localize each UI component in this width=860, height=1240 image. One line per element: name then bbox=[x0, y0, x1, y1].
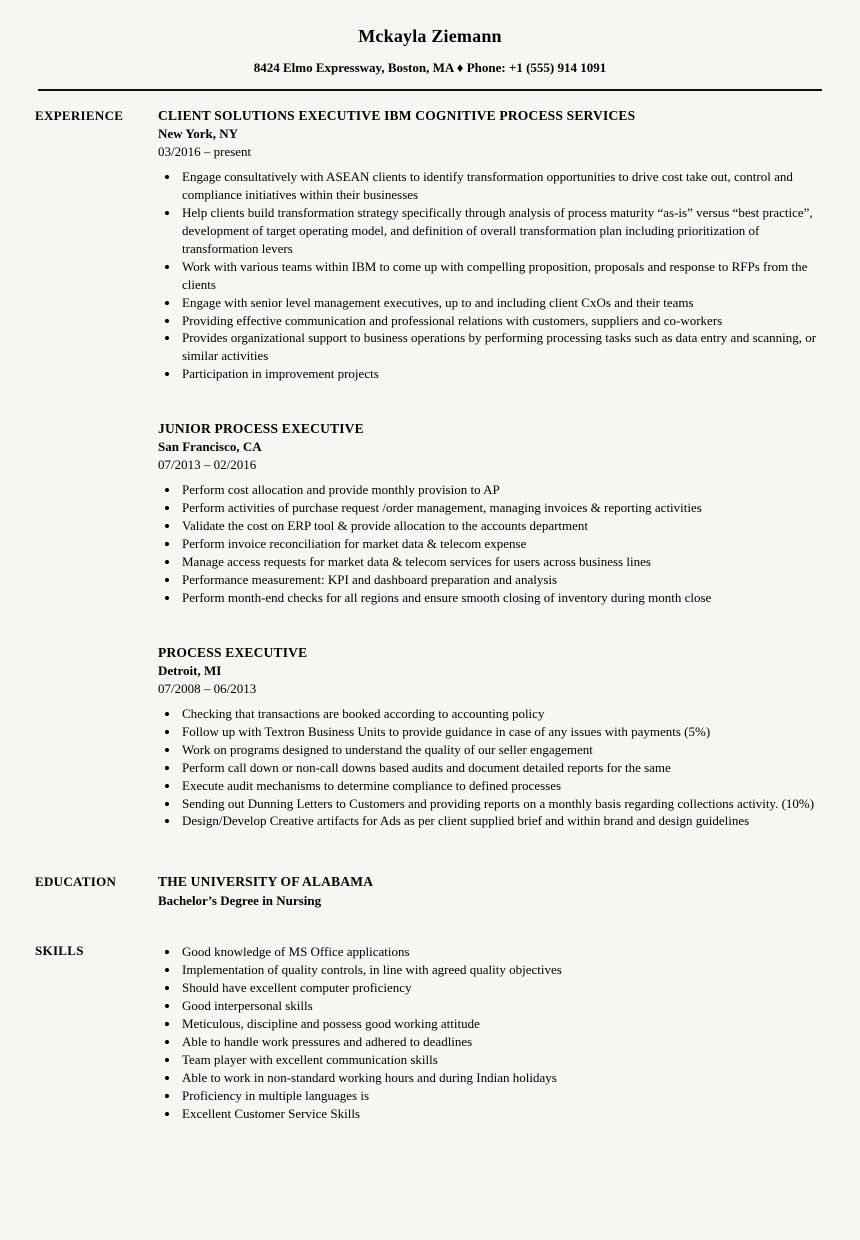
job-dates: 03/2016 – present bbox=[158, 144, 252, 159]
resume-header bbox=[0, 26, 860, 91]
job-title: JUNIOR PROCESS EXECUTIVE bbox=[158, 421, 364, 437]
education-content bbox=[158, 874, 860, 909]
bullet-item: • Engage with senior level management executives, up to and including client CxOs and their teams bbox=[180, 294, 820, 312]
bullet-item: • Perform call down or non-call downs based audits and document detailed reports for the same bbox=[180, 759, 820, 777]
bullet-item: • Participation in improvement projects bbox=[180, 365, 820, 383]
bullet-item: • Perform cost allocation and provide monthly provision to AP bbox=[180, 481, 820, 499]
skill-item: • Meticulous, discipline and possess good working attitude bbox=[180, 1015, 820, 1033]
contact-line: 8424 Elmo Expressway, Boston, MA ♦ Phone: +1 (555) 914 1091 bbox=[253, 60, 607, 75]
job-bullet-list bbox=[180, 168, 820, 383]
bullet-item: • Design/Develop Creative artifacts for Ads as per client supplied brief and within brand and design guidelines bbox=[180, 812, 820, 830]
skill-item: • Team player with excellent communication skills bbox=[180, 1051, 820, 1069]
skill-item: • Good interpersonal skills bbox=[180, 997, 820, 1015]
skill-item: • Should have excellent computer proficiency bbox=[180, 979, 820, 997]
bullet-item: • Follow up with Textron Business Units to provide guidance in case of any issues with payments (5%) bbox=[180, 723, 820, 741]
skill-item: • Implementation of quality controls, in line with agreed quality objectives bbox=[180, 961, 820, 979]
skill-item: • Able to handle work pressures and adhered to deadlines bbox=[180, 1033, 820, 1051]
education-school: THE UNIVERSITY OF ALABAMA bbox=[158, 874, 374, 890]
skill-item: • Able to work in non-standard working hours and during Indian holidays bbox=[180, 1069, 820, 1087]
experience-label: EXPERIENCE bbox=[35, 108, 124, 123]
bullet-item: • Performance measurement: KPI and dashboard preparation and analysis bbox=[180, 571, 820, 589]
job-entry-3 bbox=[158, 645, 820, 831]
education-degree: Bachelor’s Degree in Nursing bbox=[158, 893, 322, 909]
job-entry-2 bbox=[158, 421, 820, 607]
bullet-item: • Execute audit mechanisms to determine compliance to defined processes bbox=[180, 777, 820, 795]
section-skills bbox=[0, 943, 860, 1122]
bullet-item: • Perform activities of purchase request /order management, managing invoices & reporting activities bbox=[180, 499, 820, 517]
header-divider bbox=[38, 89, 822, 91]
bullet-item: • Manage access requests for market data & telecom services for users across business lines bbox=[180, 553, 820, 571]
job-title: PROCESS EXECUTIVE bbox=[158, 644, 308, 660]
bullet-item: • Perform invoice reconciliation for market data & telecom expense bbox=[180, 535, 820, 553]
bullet-item: • Sending out Dunning Letters to Customers and providing reports on a monthly basis regarding collections activity. (10%) bbox=[180, 795, 820, 813]
bullet-item: • Checking that transactions are booked according to accounting policy bbox=[180, 705, 820, 723]
bullet-item: • Work with various teams within IBM to come up with compelling proposition, proposals and response to RFPs from the clients bbox=[180, 258, 820, 294]
experience-content bbox=[158, 108, 860, 830]
section-education bbox=[0, 874, 860, 909]
bullet-item: • Validate the cost on ERP tool & provide allocation to the accounts department bbox=[180, 517, 820, 535]
job-entry-1 bbox=[158, 108, 820, 383]
skill-item: • Excellent Customer Service Skills bbox=[180, 1105, 820, 1123]
job-title: CLIENT SOLUTIONS EXECUTIVE IBM COGNITIVE PROCESS SERVICES bbox=[158, 108, 636, 123]
job-location: San Francisco, CA bbox=[158, 439, 262, 455]
education-label: EDUCATION bbox=[35, 874, 117, 890]
section-experience bbox=[0, 108, 860, 830]
job-location: New York, NY bbox=[158, 126, 239, 141]
skill-item: • Good knowledge of MS Office applications bbox=[180, 943, 820, 961]
job-bullet-list bbox=[180, 481, 820, 607]
bullet-item: • Work on programs designed to understand the quality of our seller engagement bbox=[180, 741, 820, 759]
resume-body bbox=[0, 108, 860, 1123]
skills-content bbox=[158, 943, 860, 1122]
candidate-name: Mckayla Ziemann bbox=[358, 26, 502, 46]
bullet-item: • Help clients build transformation strategy specifically through analysis of process maturity “as-is” versus “best practice”, development of target operating model, and definition of overall transformation plan including prioritization of transformation levers bbox=[180, 204, 820, 258]
job-dates: 07/2013 – 02/2016 bbox=[158, 457, 257, 473]
job-location: Detroit, MI bbox=[158, 662, 222, 678]
skills-label: SKILLS bbox=[35, 943, 84, 959]
bullet-item: • Provides organizational support to business operations by performing processing tasks such as data entry and scanning, or similar activities bbox=[180, 329, 820, 365]
bullet-item: • Providing effective communication and professional relations with customers, suppliers and co-workers bbox=[180, 312, 820, 330]
bullet-item: • Perform month-end checks for all regions and ensure smooth closing of inventory during month close bbox=[180, 589, 820, 607]
skill-item: • Proficiency in multiple languages is bbox=[180, 1087, 820, 1105]
skills-list bbox=[180, 943, 820, 1122]
job-dates: 07/2008 – 06/2013 bbox=[158, 680, 257, 696]
job-bullet-list bbox=[180, 705, 820, 831]
bullet-item: • Engage consultatively with ASEAN clients to identify transformation opportunities to drive cost take out, control and compliance initiatives within their businesses bbox=[180, 168, 820, 204]
